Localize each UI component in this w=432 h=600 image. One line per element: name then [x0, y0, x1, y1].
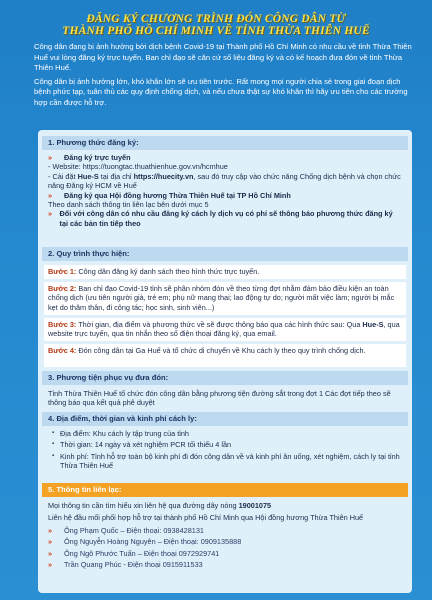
section-2-heading: 2. Quy trình thực hiện:	[42, 247, 408, 261]
contact-text: Ông Phạm Quốc – Điện thoại: 0938428131	[64, 525, 204, 535]
contact-item	[48, 560, 402, 569]
contact-item	[48, 537, 402, 546]
info-panel	[38, 130, 412, 593]
step-1	[44, 265, 406, 279]
section-5-heading: 5. Thông tin liên lạc:	[42, 483, 408, 497]
intro-paragraph-2: Công dân bị ảnh hưởng lớn, khó khăn lớn sẽ ưu tiên trước. Rất mong mọi người chia sẻ trong giai đoạn dịch bệnh phức tạp, tuân thủ các quy định chống dịch, và nếu chưa thật sự khó khăn thì hãy ưu tiên cho các trường hợp cần được hỗ trợ.	[34, 76, 408, 107]
hotline-number[interactable]: 19001075	[238, 501, 272, 510]
double-arrow-icon: »	[48, 548, 53, 558]
contact-item	[48, 526, 402, 535]
step-2-text: Ban chỉ đạo Covid-19 tỉnh sẽ phân nhóm đón về theo từng đợt nhằm đảm bảo điều kiện an toàn chống dịch (ưu tiên người già, trẻ em; phụ nữ mang thai; lao động tự do; người mất việc làm; người bị mắc kẹt do thăm thân, đi công tác; học sinh, sinh viên...)	[48, 284, 395, 312]
double-arrow-icon: »	[48, 153, 53, 162]
step-2-label: Bước 2:	[48, 284, 77, 293]
list-item: ▪ Thời gian: 14 ngày và xét nghiệm PCR tối thiểu 4 lần	[52, 440, 402, 449]
intro-paragraph-1: Công dân đang bị ảnh hưởng bởi dịch bệnh Covid-19 tại Thành phố Hồ Chí Minh có nhu cầu về tỉnh Thừa Thiên Huế vui lòng đăng ký trực tuyến. Ban chỉ đạo sẽ căn cứ số liệu đăng ký và có kế hoạch đưa đón về tỉnh Thừa Thiên Huế.	[34, 42, 412, 73]
step-3-text-2: , qua website trực tuyến, qua tin nhắn theo số điện thoại đăng ký, qua email.	[48, 320, 400, 339]
app-prefix: - Cài đặt	[48, 171, 78, 181]
title-line-2: THÀNH PHỐ HỒ CHÍ MINH VỀ TỈNH THỪA THIÊN HUẾ	[62, 25, 370, 37]
online-registration-row	[48, 153, 402, 162]
section-3-heading: 3. Phương tiện phục vụ đưa đón:	[42, 371, 408, 385]
intro-text	[34, 42, 414, 112]
hotline-prefix: Mọi thông tin cần tìm hiểu xin liên hệ qua đường dây nóng	[48, 501, 239, 510]
association-note: Theo danh sách thông tin liên lạc bên dưới mục 5	[48, 200, 209, 210]
app-name: Hue-S	[77, 171, 99, 181]
app-suffix: , sau đó truy cập vào chức năng Chống dịch bệnh và chọn chức năng Đăng ký HCM về Huế	[48, 171, 401, 191]
step-3-label: Bước 3:	[48, 320, 77, 329]
list-item: ▪ Địa điểm: Khu cách ly tập trung của tỉnh	[52, 429, 402, 438]
contact-text: Ông Nguyễn Hoàng Nguyên – Điện thoại: 0909135888	[64, 537, 242, 547]
website-line[interactable]: - Website: https://tuongtac.thuathienhue.gov.vn/hcmhue	[48, 162, 228, 172]
section-4-heading: 4. Địa điểm, thời gian và kinh phí cách ly:	[42, 412, 408, 426]
app-line	[48, 172, 402, 191]
hotline-line	[48, 501, 402, 510]
section-4-list	[52, 429, 402, 471]
contact-item	[48, 549, 402, 558]
step-4	[44, 344, 406, 367]
paid-service-row	[48, 209, 402, 228]
list-item: ▪ Kinh phí: Tỉnh hỗ trợ toàn bộ kinh phí đi đón công dân về và kinh phí ăn uống, xét nghiệm, cách ly tại tỉnh Thừa Thiên Huế	[52, 452, 402, 471]
double-arrow-icon: »	[48, 560, 53, 570]
association-intro: Liên hệ đầu mối phối hợp hỗ trợ tại thành phố Hồ Chí Minh qua Hội đồng hương Thừa Thiên Huế	[48, 513, 364, 523]
app-mid: tại địa chỉ	[98, 171, 134, 181]
section-1-heading: 1. Phương thức đăng ký:	[42, 136, 408, 150]
double-arrow-icon: »	[48, 209, 53, 219]
step-1-label: Bước 1:	[48, 267, 77, 276]
step-4-text: Đón công dân tại Ga Huế và tổ chức di chuyển về Khu cách ly theo quy trình chống dịch.	[76, 346, 366, 355]
step-3	[44, 318, 406, 341]
app-url-link[interactable]: https://huecity.vn	[133, 171, 194, 181]
step-3-app-name: Hue-S	[362, 320, 384, 329]
online-registration-label: Đăng ký trực tuyến	[64, 153, 131, 162]
double-arrow-icon: »	[48, 525, 53, 535]
double-arrow-icon: »	[48, 537, 53, 547]
association-registration-row	[48, 191, 402, 200]
page-title	[0, 0, 432, 37]
contact-text: Ông Ngô Phước Tuấn – Điện thoại 0972929741	[64, 548, 220, 558]
double-arrow-icon: »	[48, 190, 53, 200]
step-2	[44, 282, 406, 315]
association-registration-label: Đăng ký qua Hội đồng hương Thừa Thiên Huế tại TP Hồ Chí Minh	[64, 190, 291, 200]
contact-text: Trần Quang Phúc - Điện thoại 0915911533	[64, 560, 203, 570]
step-4-label: Bước 4:	[48, 346, 77, 355]
paid-service-note: Đối với công dân có nhu cầu đăng ký cách ly dịch vụ có phí sẽ thông báo phương thức đăng ký tại các bản tin tiếp theo	[59, 209, 393, 228]
step-1-text: Công dân đăng ký danh sách theo hình thức trực tuyến.	[76, 267, 260, 276]
step-3-text: Thời gian, địa điểm và phương thức về sẽ được thông báo qua các hình thức sau: Qua	[76, 320, 363, 329]
section-5-body	[48, 501, 402, 569]
title-line-1: ĐĂNG KÝ CHƯƠNG TRÌNH ĐÓN CÔNG DÂN TỪ	[86, 13, 346, 25]
section-1-body	[48, 153, 402, 228]
contact-list	[48, 526, 402, 570]
section-3-text: Tỉnh Thừa Thiên Huế tổ chức đón công dân bằng phương tiện đường sắt trong đợt 1 Các đợt tiếp theo sẽ thông báo qua kết quả phê duyệt	[48, 389, 391, 408]
